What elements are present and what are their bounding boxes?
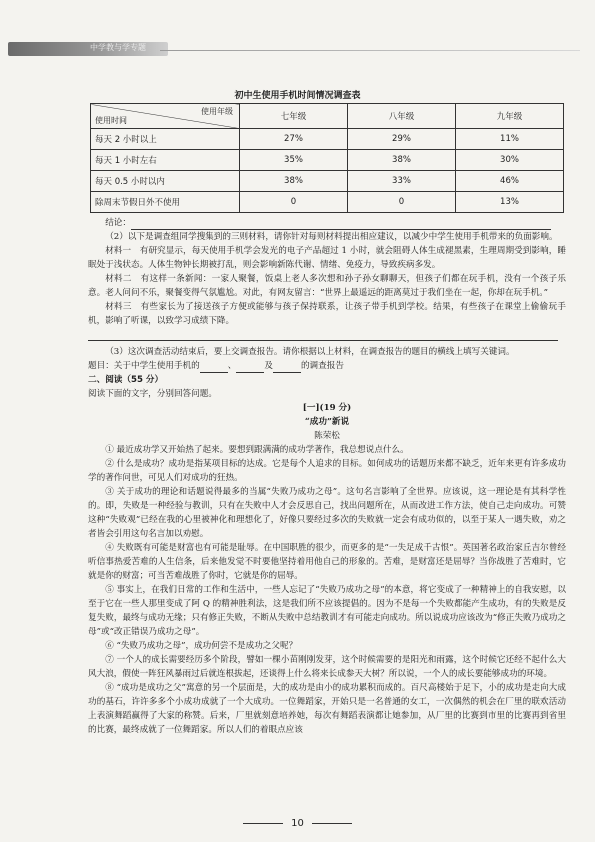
table-cell: 13%	[456, 192, 564, 213]
header-series-name: 中学教与学专题	[90, 43, 146, 52]
material-3: 材料三 有些家长为了接送孩子方便或能够与孩子保持联系，让孩子带手机到学校。结果，有些孩子在课堂上偷偷玩手机，影响了听课，以致学习成绩下降。	[88, 302, 566, 326]
table-cell: 29%	[348, 129, 456, 150]
question-2: （2）以下是调查组同学搜集到的三则材料，请你针对每则材料提出相应建议，以减少中学生使用手机带来的负面影响。	[105, 232, 558, 242]
paragraph-3: ③ 关于成功的理论和话题说得最多的当属“失败乃成功之母”。这句名言影响了全世界。应该说，这一理论是有其科学性的。即，失败是一种经验与教训，只有在失败中人才会反思自己，找出问题所在，从而改进工作方法，使自己走向成功。可赞这种“失败观”已经在我的心里被神化和理想化了，好像只要经过多次的失败就一定会有成功似的，以至于某人一遇失败，劝之者皆会引用这句名言加以劝慰。	[88, 487, 566, 539]
paragraph-8: ⑧ “成功是成功之父”寓意的另一个层面是，大的成功是由小的成功累积而成的。百尺高楼始于足下，小的成功是走向大成功的基石，许许多多个小成功成就了一个大成功。一位舞蹈家，开始只是一名普通的女工，一次偶然的机会在厂里的联欢活动上表演舞蹈赢得了大家的称赞。后来，厂里就刻意培养她，每次有舞蹈表演都让她参加，从厂里的比赛到市里的比赛再到省里的比赛，最终成就了一位舞蹈家。所以人们的着眼点应该	[88, 683, 566, 735]
row-label: 每天 1 小时左右	[91, 150, 240, 171]
keyword-blank-1[interactable]	[200, 363, 228, 373]
table-row	[91, 171, 564, 192]
page-number: 10	[0, 818, 595, 829]
table-row	[91, 150, 564, 171]
passage-title: “成功”新说	[304, 417, 350, 427]
section-heading-reading: 二、阅读（55 分）	[88, 375, 164, 385]
table-cell: 33%	[348, 171, 456, 192]
paragraph-1: ① 最近成功学又开始热了起来。要想到跟满满的成功学著作，我总想说点什么。	[105, 445, 409, 455]
report-title-sep-1: 、	[227, 361, 237, 371]
conclusion-line	[88, 216, 566, 230]
running-header	[0, 38, 595, 60]
material-1: 材料一 有研究显示，每天使用手机学会发光的电子产品超过 1 小时，就会阻碍人体生成褪黑素，生理周期受到影响，睡眠处于浅状态。人体生物钟长期被打乱，则会影响新陈代谢、情绪、免疫力，导致疾病多发。	[88, 246, 566, 270]
keyword-blank-3[interactable]	[273, 363, 301, 373]
passage-author: 陈荣松	[314, 431, 340, 441]
table-cell: 11%	[456, 129, 564, 150]
paragraph-6: ⑥ “失败乃成功之母”，成功何尝不是成功之父呢？	[105, 641, 298, 651]
table-cell: 46%	[456, 171, 564, 192]
paragraph-4: ④ 失败既有可能是财富也有可能是耻辱。在中国职胜的很少，而更多的是“一失足成千古恨”。英国著名政治家丘吉尔曾经听信事热爱苦难的人生信条，后来他发觉不时要他坚持着用他自己的形象的。苦难，是财富还是屈辱？当你战胜了苦难时，它就是你的财富；可当苦难战胜了你时，它就是你的屈辱。	[88, 543, 566, 581]
row-label: 除周末节假日外不使用	[91, 192, 240, 213]
table-row	[91, 192, 564, 213]
header-rule	[160, 50, 580, 51]
report-title-line	[88, 359, 566, 373]
conclusion-label: 结论：	[105, 218, 131, 228]
report-title-prefix: 题目：关于中学生使用手机的	[88, 361, 200, 371]
report-title-sep-2: 及	[264, 361, 273, 371]
passage-number: [一](19 分)	[302, 403, 352, 413]
row-label: 每天 2 小时以上	[91, 129, 240, 150]
table-header-row	[91, 104, 564, 129]
grade-header: 七年级	[240, 104, 348, 129]
report-title-suffix: 的调查报告	[300, 361, 344, 371]
table-cell: 30%	[456, 150, 564, 171]
table-cell: 0	[348, 192, 456, 213]
corner-label-time: 使用时间	[95, 116, 127, 125]
table-cell: 27%	[240, 129, 348, 150]
paragraph-5: ⑤ 事实上，在我们日常的工作和生活中，一些人忘记了“失败乃成功之母”的本意，将它变成了一种精神上的自我安慰，以至于它在一些人那里变成了阿 Q 的精神胜利法，这是我们所不应该提倡的。因为不是每一个失败都能产生成功，有的失败是反复失败，最终与成功无缘；只有修正失败，不断从失败中总结教训才有可能走向成功。所以说成功应该改为“修正失败乃成功之母”或“改正错误乃成功之母”。	[88, 585, 566, 637]
corner-label-grade: 使用年级	[201, 107, 233, 116]
question-3: （3）这次调查活动结束后，要上交调查报告。请你根据以上材料，在调查报告的题目的横线上填写关键词。	[105, 347, 515, 357]
table-cell: 38%	[348, 150, 456, 171]
table-row	[91, 129, 564, 150]
question-area	[88, 216, 566, 737]
table-cell: 38%	[240, 171, 348, 192]
row-label: 每天 0.5 小时以内	[91, 171, 240, 192]
grade-header: 八年级	[348, 104, 456, 129]
grade-header: 九年级	[456, 104, 564, 129]
reading-instruction: 阅读下面的文字，分别回答问题。	[88, 389, 217, 399]
answer-line[interactable]	[88, 330, 558, 341]
table-cell: 35%	[240, 150, 348, 171]
paragraph-7: ⑦ 一个人的成长需要经历多个阶段，譬如一棵小苗刚刚发芽，这个时候需要的是阳光和雨露，这个时候它还经不起什么大风大浪，假使一阵狂风暴雨过后就连根拔起，还谈得上什么将来长成参天大树？所以说，一个人的成长要能够成功的环境。	[88, 655, 566, 679]
conclusion-answer-blank[interactable]	[131, 220, 551, 230]
table-corner-cell	[91, 104, 240, 129]
table-title: 初中生使用手机时间情况调查表	[234, 91, 361, 101]
material-2: 材料二 有这样一条新闻：一家人聚餐，饭桌上老人多次想和孙子孙女聊聊天，但孩子们都在玩手机，没有一个孩子乐意。老人问问不乐，聚餐变得气氛尴尬。对此，有网友留言：“世界上最遥远的距离莫过于我们坐在一起，你却在玩手机。”	[88, 274, 566, 298]
survey-table	[90, 103, 564, 213]
paragraph-2: ② 什么是成功？成功是指某项目标的达成。它是每个人追求的目标。如何成功的话题历来都不缺乏，近年来更有许多成功学的著作问世，可见人们对成功的狂热。	[88, 459, 566, 483]
table-cell: 0	[240, 192, 348, 213]
keyword-blank-2[interactable]	[236, 363, 264, 373]
